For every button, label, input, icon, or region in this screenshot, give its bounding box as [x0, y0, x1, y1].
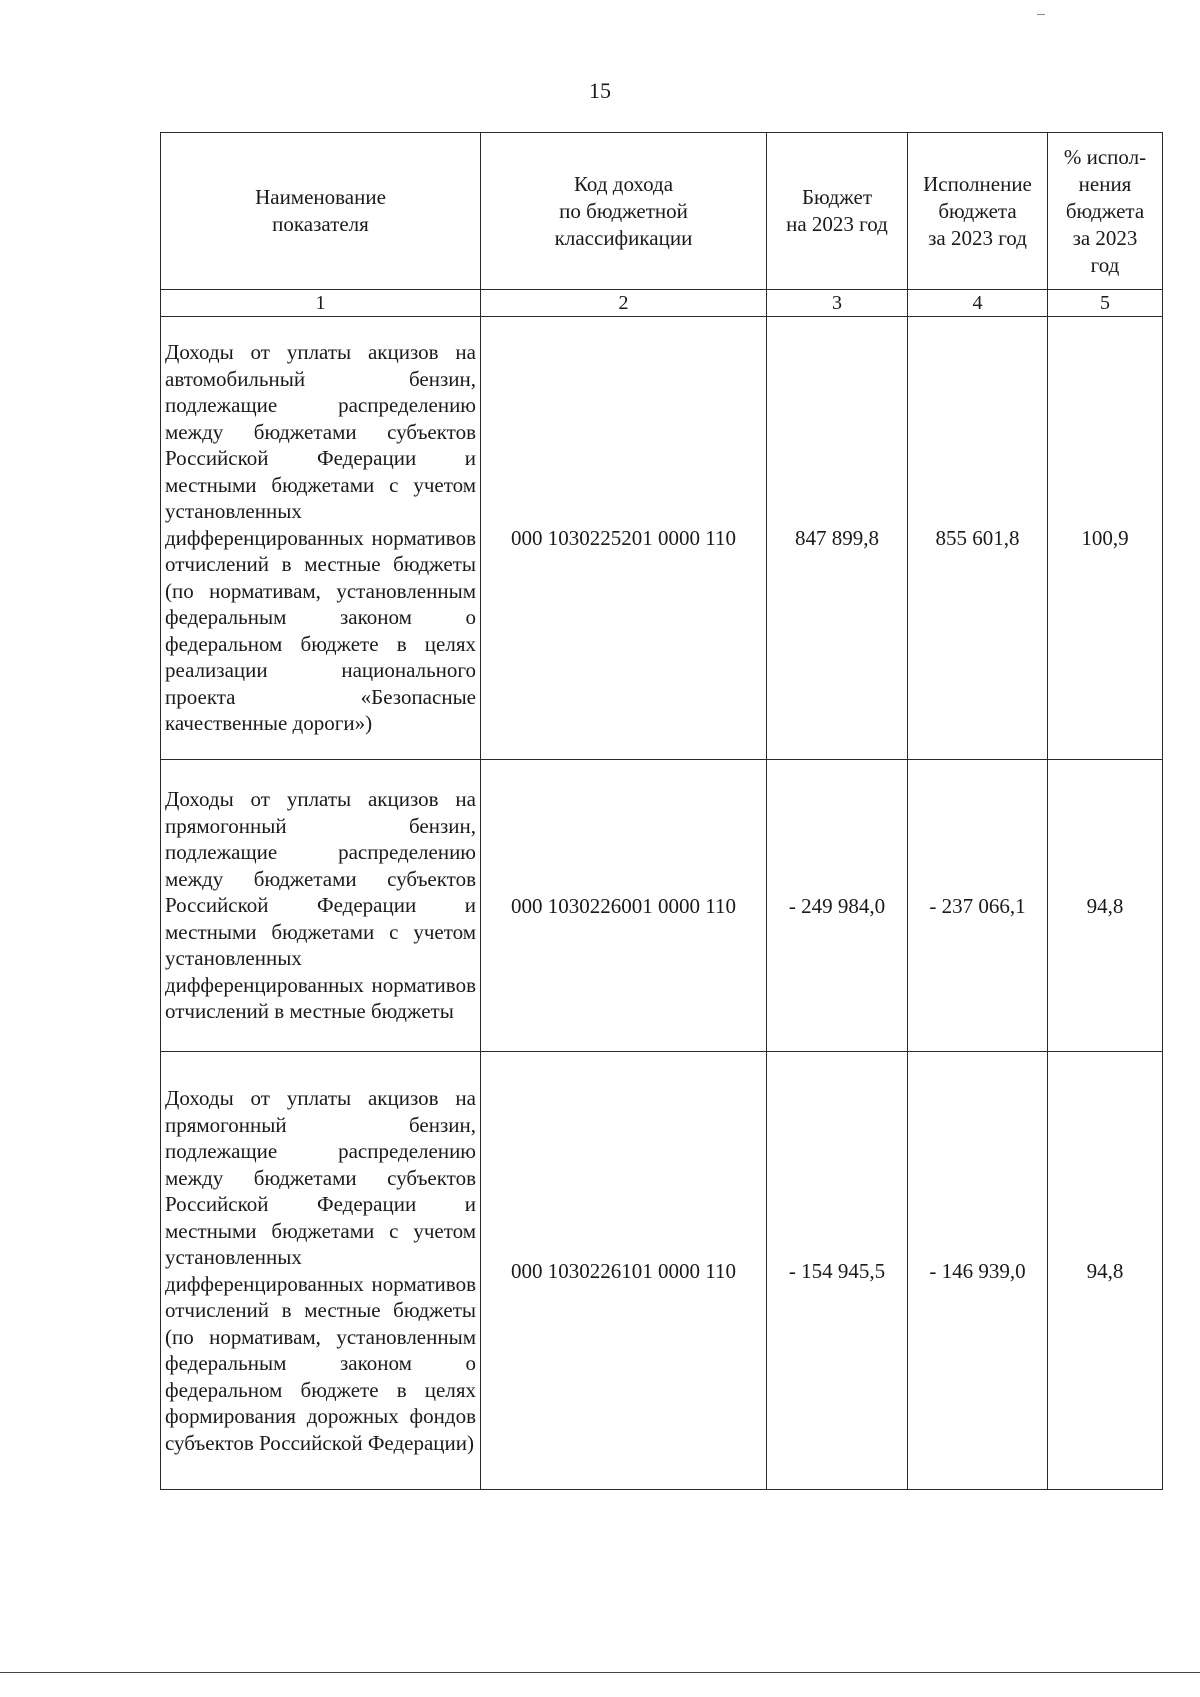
header-income-code: Код дохода по бюджетной классификации [481, 133, 767, 290]
indicator-name: Доходы от уплаты акцизов на прямогонный бензин, подлежащие распределению между бюджетами субъектов Российской Федерации и местными бюджетами с учетом установленных дифференцированных нормативов отчислений в местные бюджеты (по нормативам, установленным федеральным законом о федеральном бюджете в целях формирования дорожных фондов субъектов Российской Федерации) [161, 1052, 481, 1490]
execution-value: - 146 939,0 [908, 1052, 1048, 1490]
column-number: 1 [161, 290, 481, 317]
column-number-row [161, 290, 1163, 317]
income-code: 000 1030225201 0000 110 [481, 317, 767, 760]
column-number: 5 [1048, 290, 1163, 317]
execution-percent: 94,8 [1048, 1052, 1163, 1490]
execution-value: - 237 066,1 [908, 760, 1048, 1052]
header-row [161, 133, 1163, 290]
budget-value: 847 899,8 [767, 317, 908, 760]
execution-value: 855 601,8 [908, 317, 1048, 760]
indicator-name: Доходы от уплаты акцизов на автомобильный бензин, подлежащие распределению между бюджетами субъектов Российской Федерации и местными бюджетами с учетом установленных дифференцированных нормативов отчислений в местные бюджеты (по нормативам, установленным федеральным законом о федеральном бюджете в целях реализации национального проекта «Безопасные качественные дороги») [161, 317, 481, 760]
header-indicator-name: Наименование показателя [161, 133, 481, 290]
page-number: 15 [589, 78, 611, 103]
table-row [161, 317, 1163, 760]
budget-value: - 154 945,5 [767, 1052, 908, 1490]
income-code: 000 1030226101 0000 110 [481, 1052, 767, 1490]
bottom-rule [0, 1672, 1200, 1673]
header-execution-percent: % испол- нения бюджета за 2023 год [1048, 133, 1163, 290]
column-number: 3 [767, 290, 908, 317]
header-execution-2023: Исполнение бюджета за 2023 год [908, 133, 1048, 290]
budget-table [160, 132, 1163, 1490]
table-row [161, 1052, 1163, 1490]
execution-percent: 100,9 [1048, 317, 1163, 760]
indicator-name: Доходы от уплаты акцизов на прямогонный бензин, подлежащие распределению между бюджетами субъектов Российской Федерации и местными бюджетами с учетом установленных дифференцированных нормативов отчислений в местные бюджеты [161, 760, 481, 1052]
column-number: 4 [908, 290, 1048, 317]
execution-percent: 94,8 [1048, 760, 1163, 1052]
column-number: 2 [481, 290, 767, 317]
table-row [161, 760, 1163, 1052]
header-budget-2023: Бюджет на 2023 год [767, 133, 908, 290]
scan-mark [1037, 14, 1045, 15]
income-code: 000 1030226001 0000 110 [481, 760, 767, 1052]
budget-value: - 249 984,0 [767, 760, 908, 1052]
